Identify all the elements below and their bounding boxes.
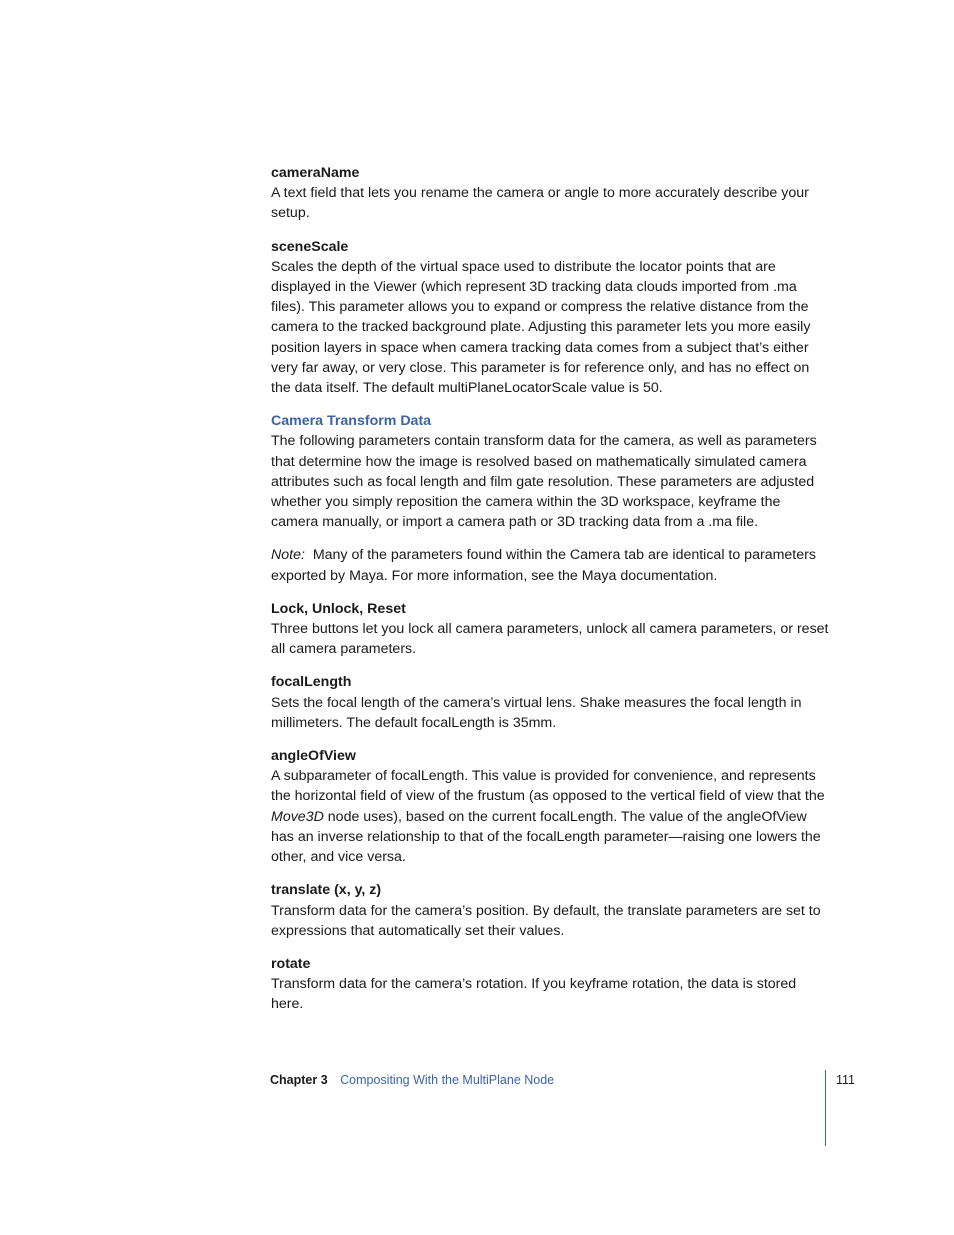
desc-part: A subparameter of focalLength. This value is provided for convenience, and represents the horizontal field of view of the frustum (as opposed to the vertical field of view that the bbox=[271, 768, 825, 805]
param-description: Scales the depth of the virtual space used to distribute the locator points that are displayed in the Viewer (which represent 3D tracking data clouds imported from .ma files). This parameter allows you to expand or compress the relative distance from the camera to the tracked background plate. Adjusting this parameter lets you more easily position layers in space when camera tracking data comes from a subject that’s either very far away, or very close. This parameter is for reference only, and has no effect on the data itself. The default multiPlaneLocatorScale value is 50. bbox=[271, 258, 811, 397]
param-entry-focallength bbox=[271, 672, 831, 733]
note-label: Note: bbox=[271, 547, 305, 564]
param-description: Transform data for the camera’s position. By default, the translate parameters are set to expressions that automatically set their values. bbox=[271, 902, 821, 939]
param-term: cameraName bbox=[271, 165, 360, 181]
section-camera-transform-data bbox=[271, 411, 831, 532]
param-term: focalLength bbox=[271, 674, 352, 691]
param-term: Lock, Unlock, Reset bbox=[271, 600, 406, 617]
param-description: Transform data for the camera’s rotation. If you keyframe rotation, the data is stored here. bbox=[271, 976, 797, 1013]
param-description: Sets the focal length of the camera’s virtual lens. Shake measures the focal length in millimeters. The default focalLength is 35mm. bbox=[271, 694, 802, 731]
desc-part: node uses), based on the current focalLength. The value of the angleOfView has an inverse relationship to that of the focalLength parameter—raising one lowers the other, and vice versa. bbox=[271, 808, 821, 866]
section-heading: Camera Transform Data bbox=[271, 413, 432, 430]
chapter-title: Compositing With the MultiPlane Node bbox=[340, 1073, 555, 1087]
page-number: 111 bbox=[836, 1073, 856, 1087]
chapter-label: Chapter 3 bbox=[270, 1073, 328, 1087]
footer-divider bbox=[825, 1070, 826, 1146]
param-entry-rotate bbox=[271, 954, 831, 1015]
param-description bbox=[271, 766, 831, 867]
note-block bbox=[271, 545, 831, 585]
page-footer bbox=[270, 1071, 554, 1089]
param-entry-translate bbox=[271, 880, 831, 941]
param-entry-angleofview bbox=[271, 746, 831, 867]
param-term: angleOfView bbox=[271, 748, 356, 765]
node-name-italic: Move3D bbox=[271, 808, 324, 825]
param-entry-cameraname bbox=[271, 163, 831, 224]
param-entry-scenescale bbox=[271, 237, 831, 399]
note-text: Many of the parameters found within the Camera tab are identical to parameters exported by Maya. For more information, see the Maya documentation. bbox=[271, 547, 816, 584]
section-intro: The following parameters contain transform data for the camera, as well as parameters that determine how the image is resolved based on mathematically simulated camera attributes such as focal length and film gate resolution. These parameters are adjusted whether you simply reposition the camera within the 3D workspace, keyframe the camera manually, or import a camera path or 3D tracking data from a .ma file. bbox=[271, 433, 817, 531]
param-term: rotate bbox=[271, 955, 311, 972]
param-description: Three buttons let you lock all camera parameters, unlock all camera parameters, or reset all camera parameters. bbox=[271, 621, 829, 658]
page-body bbox=[271, 163, 831, 1028]
param-term: sceneScale bbox=[271, 238, 349, 255]
param-term: translate (x, y, z) bbox=[271, 882, 382, 899]
param-description: A text field that lets you rename the camera or angle to more accurately describe your setup. bbox=[271, 185, 809, 222]
param-entry-lock-unlock-reset bbox=[271, 599, 831, 660]
